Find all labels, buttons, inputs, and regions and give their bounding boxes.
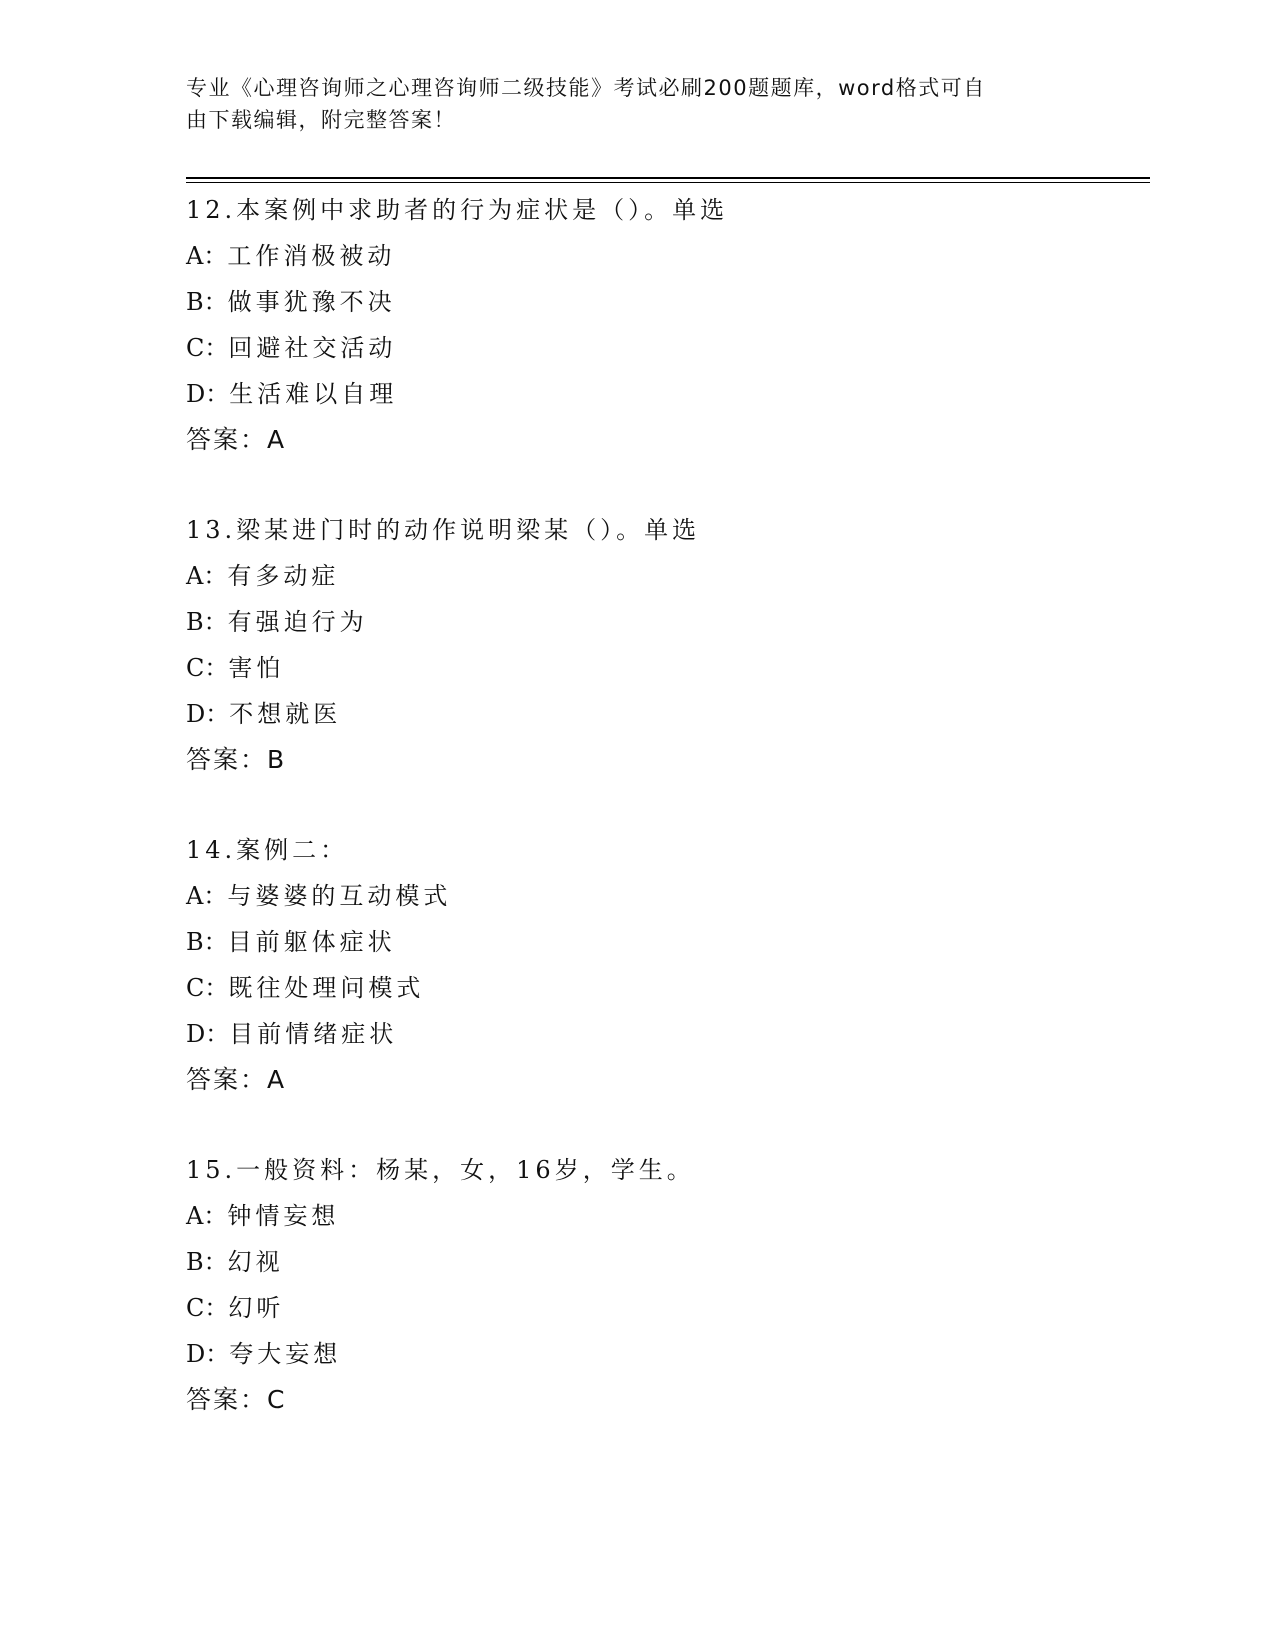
option-b bbox=[186, 1239, 1150, 1285]
option-text: 有多动症 bbox=[227, 562, 340, 590]
header-line-2: 由下载编辑，附完整答案！ bbox=[186, 108, 456, 132]
option-key: B： bbox=[186, 608, 228, 636]
option-b bbox=[186, 599, 1150, 645]
option-text: 做事犹豫不决 bbox=[227, 288, 396, 316]
question-stem: 15.一般资料：杨某，女，16岁，学生。 bbox=[186, 1156, 695, 1184]
option-d bbox=[186, 371, 1150, 417]
answer-label: 答案： bbox=[186, 1385, 268, 1414]
option-text: 害怕 bbox=[228, 654, 285, 682]
option-key: A： bbox=[186, 1202, 228, 1230]
option-c bbox=[186, 645, 1150, 691]
answer-label: 答案： bbox=[186, 745, 268, 774]
option-d bbox=[186, 1331, 1150, 1377]
answer-label: 答案： bbox=[186, 1065, 268, 1094]
option-key: C： bbox=[186, 974, 229, 1002]
header-rule-thick bbox=[186, 177, 1150, 179]
answer-value: A bbox=[267, 1065, 287, 1094]
option-text: 与婆婆的互动模式 bbox=[227, 882, 452, 910]
header-line-1: 专业《心理咨询师之心理咨询师二级技能》考试必刷200题题库，word格式可自 bbox=[186, 76, 986, 100]
option-b bbox=[186, 919, 1150, 965]
option-a bbox=[186, 233, 1150, 279]
option-c bbox=[186, 965, 1150, 1011]
option-text: 钟情妄想 bbox=[227, 1202, 340, 1230]
option-text: 目前躯体症状 bbox=[227, 928, 396, 956]
question-list bbox=[186, 187, 1150, 1467]
answer-value: A bbox=[267, 425, 287, 454]
answer-line bbox=[186, 1377, 1150, 1423]
question-block bbox=[186, 187, 1150, 463]
option-text: 工作消极被动 bbox=[227, 242, 396, 270]
option-key: D： bbox=[186, 700, 230, 728]
option-key: A： bbox=[186, 242, 228, 270]
answer-line bbox=[186, 737, 1150, 783]
option-key: B： bbox=[186, 928, 228, 956]
question-block bbox=[186, 507, 1150, 783]
option-text: 目前情绪症状 bbox=[229, 1020, 398, 1048]
option-key: D： bbox=[186, 1340, 230, 1368]
option-text: 既往处理问模式 bbox=[228, 974, 425, 1002]
header-rule-thin bbox=[186, 182, 1150, 183]
option-key: A： bbox=[186, 882, 228, 910]
option-key: B： bbox=[186, 288, 228, 316]
option-key: D： bbox=[186, 1020, 230, 1048]
option-b bbox=[186, 279, 1150, 325]
option-text: 幻听 bbox=[228, 1294, 285, 1322]
option-text: 不想就医 bbox=[229, 700, 342, 728]
option-key: C： bbox=[186, 334, 229, 362]
option-key: C： bbox=[186, 654, 229, 682]
answer-value: B bbox=[267, 745, 287, 774]
answer-line bbox=[186, 417, 1150, 463]
option-a bbox=[186, 1193, 1150, 1239]
option-text: 回避社交活动 bbox=[228, 334, 397, 362]
answer-value: C bbox=[267, 1385, 287, 1414]
question-stem: 13.梁某进门时的动作说明梁某（）。单选 bbox=[186, 516, 701, 544]
answer-line bbox=[186, 1057, 1150, 1103]
question-block bbox=[186, 827, 1150, 1103]
option-key: C： bbox=[186, 1294, 229, 1322]
document-header bbox=[186, 72, 1066, 136]
question-stem: 12.本案例中求助者的行为症状是（）。单选 bbox=[186, 196, 729, 224]
option-text: 生活难以自理 bbox=[229, 380, 398, 408]
option-key: D： bbox=[186, 380, 230, 408]
option-text: 夸大妄想 bbox=[229, 1340, 342, 1368]
option-c bbox=[186, 1285, 1150, 1331]
option-a bbox=[186, 873, 1150, 919]
option-d bbox=[186, 1011, 1150, 1057]
option-text: 有强迫行为 bbox=[227, 608, 368, 636]
answer-label: 答案： bbox=[186, 425, 268, 454]
option-c bbox=[186, 325, 1150, 371]
question-block bbox=[186, 1147, 1150, 1423]
question-stem: 14.案例二： bbox=[186, 836, 349, 864]
option-text: 幻视 bbox=[227, 1248, 284, 1276]
option-key: B： bbox=[186, 1248, 228, 1276]
option-key: A： bbox=[186, 562, 228, 590]
option-d bbox=[186, 691, 1150, 737]
option-a bbox=[186, 553, 1150, 599]
